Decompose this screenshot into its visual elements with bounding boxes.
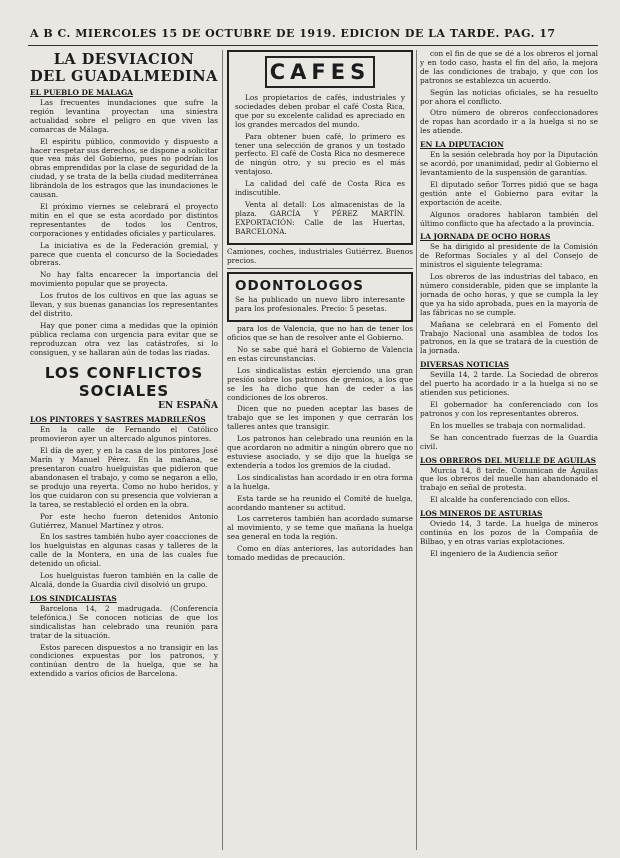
advert-line: Camiones, coches, industriales Gutiérrez. Buenos precios. (227, 246, 413, 265)
article-body (30, 605, 218, 679)
headline-social: SOCIALES (78, 382, 170, 401)
article-body (420, 243, 598, 356)
column-rule (416, 50, 417, 850)
paragraph: Como en días anteriores, las autoridades han tomado medidas de precaución. (227, 544, 413, 563)
paragraph: Los sindicalistas han acordado ir en otra forma a la huelga. (227, 472, 413, 491)
paragraph: Los huelguistas fueron también en la calle de Alcalá, donde la Guardia civil disolvió un grupo. (30, 571, 218, 589)
headline-line1: LA DESVIACION (53, 51, 195, 68)
column-1 (30, 50, 218, 850)
paragraph: Los patronos han celebrado una reunión en la que acordaron no admitir a ningún obrero que no estuviese asociado, y se dijo que la huelga se extendería a todos los gremios de la ciudad. (227, 434, 413, 470)
advert-trucks (227, 248, 413, 266)
advert-odontologos (227, 272, 413, 322)
paragraph: Según las noticias oficiales, se ha resuelto por ahora el conflicto. (420, 87, 598, 106)
advert-cafes-title: CAFES (265, 56, 375, 88)
subhead-syndicalists: LOS SINDICALISTAS (30, 593, 117, 603)
paragraph: El gobernador ha conferenciado con los patronos y con los representantes obreros. (420, 400, 598, 418)
page-header: A B C. MIERCOLES 15 DE OCTUBRE DE 1919. EDICION DE LA TARDE. PAG. 17 (30, 27, 556, 40)
paragraph: Venta al detall: Los almacenistas de la plaza. GARCÍA Y PÉREZ MARTÍN. EXPORTACIÓN: Calle de las Huertas, BARCELONA. (235, 199, 405, 236)
article-body (227, 325, 413, 563)
header-rule (28, 45, 598, 46)
paragraph: Barcelona 14, 2 madrugada. (Conferencia telefónica.) Se conocen noticias de que los sindicalistas han celebrado una reunión para tratar de la situación. (30, 603, 218, 640)
column-2 (227, 50, 413, 850)
advert-body (235, 94, 405, 237)
paragraph: con el fin de que se dé a los obreros el jornal y en todo caso, hasta el fin del año, la mejora de las condiciones de trabajo, y que con los patronos se establezca un acuerdo. (420, 50, 598, 85)
subhead-painters: LOS PINTORES Y SASTRES MADRILEÑOS (30, 415, 206, 425)
paragraph: para los de Valencia, que no han de tener los oficios que se han de resolver ante el Gobierno. (227, 324, 413, 343)
paragraph: No se sabe qué hará el Gobierno de Valencia en estas circunstancias. (227, 345, 413, 363)
paragraph: Murcia 14, 8 tarde. Comunican de Águilas que los obreros del muelle han abandonado el trabajo en señal de protesta. (420, 465, 598, 493)
advert-odontologos-title: ODONTOLOGOS (235, 278, 365, 295)
subhead-diputacion: EN LA DIPUTACION (420, 140, 504, 150)
article-body (420, 520, 598, 559)
paragraph: El día de ayer, y en la casa de los pintores José Marín y Manuel Pérez. En la mañana, se presentaron cuatro huelguistas que pidieron que abandonasen el trabajo, y como se negaron a ello, se produjo una reyerta. Como no hubo heridos, y los que cuidaron con su presencia que volvieran a la tarea, se restableció el orden en la obra. (30, 446, 218, 509)
headline-conflicts: LOS CONFLICTOS (44, 364, 204, 383)
paragraph: En los sastres también hubo ayer coacciones de los huelguistas en algunas casas y talleres de la calle de la Montera, en una de las cuales fue detenido un oficial. (30, 532, 218, 569)
paragraph: Los sindicalistas están ejerciendo una gran presión sobre los patronos de gremios, a los que se les ha dicho que han de ceder a las condiciones de los obreros. (227, 365, 413, 402)
advert-cafes (227, 50, 413, 245)
paragraph: En la sesión celebrada hoy por la Diputación se acordó, por unanimidad, pedir al Gobierno el levantamiento de la suspensión de garantías. (420, 150, 598, 177)
paragraph: En los muelles se trabaja con normalidad. (430, 420, 586, 430)
paragraph: Mañana se celebrará en el Fomento del Trabajo Nacional una asamblea de todos los patronos, en la que se tratará de la cuestión de la jornada. (420, 319, 598, 356)
article-body (420, 151, 598, 228)
paragraph: El próximo viernes se celebrará el proyecto mitin en el que se esta acordado por distintos representantes de todos los Centros, corporaciones y entidades oficiales y particulares. (30, 201, 218, 238)
paragraph: En la calle de Fernando el Católico promovieron ayer un altercado algunos pintores. (30, 425, 218, 444)
paragraph: La iniciativa es de la Federación gremial, y parece que cuenta el concurso de la Sociedades obreras. (30, 240, 218, 268)
divider (227, 268, 413, 269)
paragraph: Hay que poner cima a medidas que la opinión pública reclama con urgencia para evitar que se reproduzcan otra vez las catástrofes, si lo consiguen, y se hallaran aún de todas las riadas. (30, 320, 218, 357)
paragraph: Los obreros de las industrias del tabaco, en número considerable, piden que se implante la jornada de ocho horas, y que se cumpla la ley que ya ha sido aprobada, pues en la mayoría de las fábricas no se cumple. (420, 272, 598, 317)
paragraph: Esta tarde se ha reunido el Comité de huelga, acordando mantener su actitud. (227, 493, 413, 512)
paragraph: El alcalde ha conferenciado con ellos. (430, 495, 570, 505)
article-body (420, 50, 598, 136)
paragraph: La calidad del café de Costa Rica es indiscutible. (235, 179, 405, 198)
article-body (30, 99, 218, 357)
subhead-diversas: DIVERSAS NOTICIAS (420, 360, 509, 370)
paragraph: El diputado señor Torres pidió que se haga gestión ante el Gobierno para evitar la exportación de aceite. (420, 179, 598, 207)
paragraph: Los propietarios de cafés, industriales y sociedades deben probar el café Costa Rica, que por su excelente calidad es apreciado en los grandes mercados del mundo. (235, 93, 405, 129)
column-rule (222, 50, 223, 850)
paragraph: El espíritu público, conmovido y dispuesto a hacer respetar sus derechos, se dispone a solicitar que vea más del Gobierno, pues no podrían los obras emprendidas por la clase de seguridad de la ciudad, y se trata de la bella ciudad mediterránea librándola de los estragos que las inundaciones le causan. (30, 136, 218, 200)
paragraph: Los carreteros también han acordado sumarse al movimiento, y se teme que mañana la huelga sea general en toda la región. (227, 514, 413, 542)
subhead-ocho-horas: LA JORNADA DE OCHO HORAS (420, 232, 551, 242)
headline-spain: EN ESPAÑA (158, 401, 218, 412)
subhead-aguilas: LOS OBREROS DEL MUELLE DE AGUILAS (420, 455, 596, 465)
paragraph: Algunos oradores hablaron también del último conflicto que ha afectado a la provincia. (420, 209, 598, 228)
article-body (420, 467, 598, 506)
paragraph: Se han concentrado fuerzas de la Guardia civil. (420, 432, 598, 451)
paragraph: Los frutos de los cultivos en que las aguas se llevan, y sus buenas ganancias los representantes del distrito. (30, 291, 218, 318)
paragraph: El ingeniero de la Audiencia señor (430, 548, 558, 558)
paragraph: Para obtener buen café, lo primero es tener una selección de granos y un tostado perfecto. El café de Costa Rica no desmerece de ningún otro, y su precio es el más ventajoso. (235, 131, 405, 177)
paragraph: Otro número de obreros confeccionadores de ropas han acordado ir a la huelga si no se les atiende. (420, 108, 598, 136)
paragraph: Oviedo 14, 3 tarde. La huelga de mineros continúa en los pozos de la Compañía de Bilbao, y en otras varias explotaciones. (420, 519, 598, 546)
paragraph: Sevilla 14, 2 tarde. La Sociedad de obreros del puerto ha acordado ir a la huelga si no se atienden sus peticiones. (420, 370, 598, 398)
article-body (30, 426, 218, 589)
paragraph: Se ha dirigido al presidente de la Comisión de Reformas Sociales y al del Consejo de ministros el siguiente telegrama: (420, 242, 598, 270)
article-body (420, 371, 598, 451)
headline-line2: DEL GUADALMEDINA (30, 68, 218, 85)
paragraph: No hay falta encarecer la importancia del movimiento popular que se proyecta. (30, 270, 218, 289)
paragraph: Dicen que no pueden aceptar las bases de trabajo que se les imponen y que cerrarán los talleres antes que transigir. (227, 404, 413, 432)
dateline: EL PUEBLO DE MALAGA (30, 88, 133, 97)
subhead-asturias: LOS MINEROS DE ASTURIAS (420, 509, 543, 519)
advert-line: Se ha publicado un nuevo libro interesante para los profesionales. Precio: 5 pesetas. (235, 295, 405, 314)
column-3 (420, 50, 598, 850)
paragraph: Estos parecen dispuestos a no transigir en las condiciones expuestas por los patronos, y continúan dentro de la huelga, que se ha extendido a varios oficios de Barcelona. (30, 642, 218, 679)
paragraph: Las frecuentes inundaciones que sufre la región levantina proyectan una siniestra actualidad sobre el peligro en que viven las comarcas de Málaga. (30, 98, 218, 134)
paragraph: Por este hecho fueron detenidos Antonio Gutiérrez, Manuel Martínez y otros. (30, 511, 218, 530)
